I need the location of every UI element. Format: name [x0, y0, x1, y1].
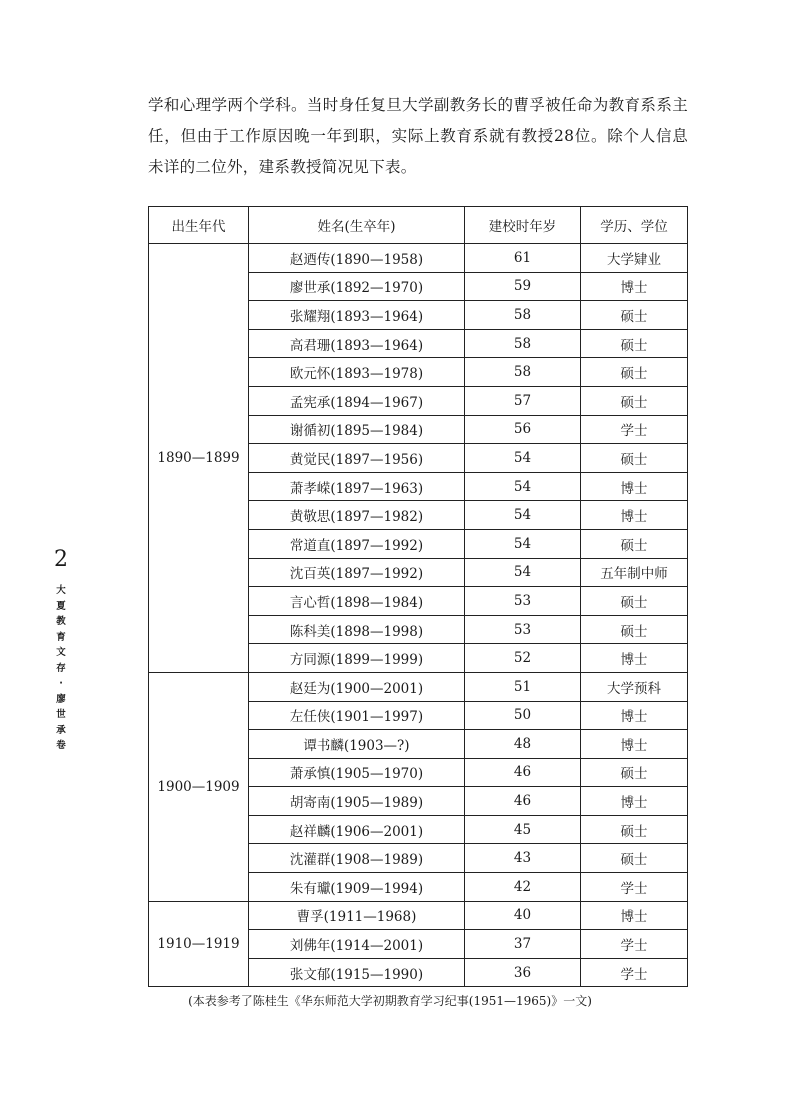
page-number: 2: [54, 547, 68, 572]
book-title-char: 大: [56, 585, 66, 596]
degree-cell: 学士: [581, 930, 688, 959]
book-title-vertical: [52, 583, 70, 754]
table-source-note: (本表参考了陈桂生《华东师范大学初期教育学习纪事(1951—1965)》一文): [188, 994, 592, 1008]
degree-cell: 硕士: [581, 386, 688, 415]
age-cell: 53: [465, 615, 581, 644]
table-body: [149, 244, 688, 987]
age-cell: 45: [465, 815, 581, 844]
name-cell: 谢循初(1895—1984): [249, 415, 465, 444]
table-row: [149, 901, 688, 930]
age-cell: 54: [465, 472, 581, 501]
degree-cell: 博士: [581, 730, 688, 759]
degree-cell: 硕士: [581, 758, 688, 787]
name-cell: 赵祥麟(1906—2001): [249, 815, 465, 844]
name-cell: 朱有瓛(1909—1994): [249, 873, 465, 902]
degree-cell: 硕士: [581, 587, 688, 616]
degree-cell: 博士: [581, 787, 688, 816]
age-cell: 48: [465, 730, 581, 759]
degree-cell: 硕士: [581, 529, 688, 558]
name-cell: 陈科美(1898—1998): [249, 615, 465, 644]
name-cell: 赵廷为(1900—2001): [249, 672, 465, 701]
book-title-char: 承: [56, 724, 66, 736]
header-birth-decade: 出生年代: [149, 207, 249, 244]
degree-cell: 硕士: [581, 444, 688, 473]
name-cell: 曹孚(1911—1968): [249, 901, 465, 930]
name-cell: 欧元怀(1893—1978): [249, 358, 465, 387]
age-cell: 46: [465, 787, 581, 816]
age-cell: 58: [465, 329, 581, 358]
degree-cell: 大学预科: [581, 672, 688, 701]
name-cell: 方同源(1899—1999): [249, 644, 465, 673]
degree-cell: 五年制中师: [581, 558, 688, 587]
header-name: 姓名(生卒年): [249, 207, 465, 244]
degree-cell: 博士: [581, 701, 688, 730]
name-cell: 黄觉民(1897—1956): [249, 444, 465, 473]
book-title-char: 文: [56, 647, 66, 658]
age-cell: 37: [465, 930, 581, 959]
book-title-char: 育: [56, 631, 66, 643]
age-cell: 40: [465, 901, 581, 930]
name-cell: 黄敬思(1897—1982): [249, 501, 465, 530]
age-cell: 51: [465, 672, 581, 701]
degree-cell: 学士: [581, 415, 688, 444]
name-cell: 言心哲(1898—1984): [249, 587, 465, 616]
birth-decade-cell: 1890—1899: [149, 244, 249, 673]
age-cell: 58: [465, 358, 581, 387]
name-cell: 谭书麟(1903—?): [249, 730, 465, 759]
birth-decade-cell: 1910—1919: [149, 901, 249, 987]
name-cell: 胡寄南(1905—1989): [249, 787, 465, 816]
book-title-char: ·: [59, 678, 63, 689]
age-cell: 54: [465, 529, 581, 558]
degree-cell: 学士: [581, 958, 688, 987]
table-row: [149, 244, 688, 273]
name-cell: 赵迺传(1890—1958): [249, 244, 465, 273]
age-cell: 57: [465, 386, 581, 415]
age-cell: 54: [465, 444, 581, 473]
age-cell: 36: [465, 958, 581, 987]
book-title-char: 卷: [56, 740, 66, 751]
degree-cell: 博士: [581, 272, 688, 301]
age-cell: 61: [465, 244, 581, 273]
book-title-char: 世: [56, 709, 66, 720]
book-title-char: 廖: [56, 693, 66, 705]
name-cell: 沈灌群(1908—1989): [249, 844, 465, 873]
book-title-char: 夏: [56, 600, 66, 612]
degree-cell: 硕士: [581, 844, 688, 873]
degree-cell: 博士: [581, 501, 688, 530]
age-cell: 53: [465, 587, 581, 616]
table-header-row: [149, 207, 688, 244]
faculty-table: [148, 206, 688, 987]
name-cell: 孟宪承(1894—1967): [249, 386, 465, 415]
age-cell: 56: [465, 415, 581, 444]
header-age: 建校时年岁: [465, 207, 581, 244]
name-cell: 张文郁(1915—1990): [249, 958, 465, 987]
name-cell: 张耀翔(1893—1964): [249, 301, 465, 330]
age-cell: 54: [465, 558, 581, 587]
book-title-char: 存: [56, 662, 66, 674]
degree-cell: 博士: [581, 472, 688, 501]
header-degree: 学历、学位: [581, 207, 688, 244]
degree-cell: 博士: [581, 644, 688, 673]
age-cell: 50: [465, 701, 581, 730]
book-title-char: 教: [56, 616, 66, 627]
age-cell: 52: [465, 644, 581, 673]
degree-cell: 大学肄业: [581, 244, 688, 273]
name-cell: 沈百英(1897—1992): [249, 558, 465, 587]
degree-cell: 硕士: [581, 615, 688, 644]
name-cell: 高君珊(1893—1964): [249, 329, 465, 358]
age-cell: 46: [465, 758, 581, 787]
name-cell: 萧承慎(1905—1970): [249, 758, 465, 787]
degree-cell: 博士: [581, 901, 688, 930]
intro-paragraph: 学和心理学两个学科。当时身任复旦大学副教务长的曹孚被任命为教育系系主任，但由于工作原因晚一年到职，实际上教育系就有教授28位。除个人信息未详的二位外，建系教授简况见下表。: [148, 96, 688, 176]
degree-cell: 硕士: [581, 815, 688, 844]
age-cell: 58: [465, 301, 581, 330]
age-cell: 42: [465, 873, 581, 902]
name-cell: 廖世承(1892—1970): [249, 272, 465, 301]
age-cell: 59: [465, 272, 581, 301]
degree-cell: 硕士: [581, 301, 688, 330]
age-cell: 54: [465, 501, 581, 530]
degree-cell: 硕士: [581, 329, 688, 358]
name-cell: 萧孝嵘(1897—1963): [249, 472, 465, 501]
name-cell: 常道直(1897—1992): [249, 529, 465, 558]
table-row: [149, 672, 688, 701]
age-cell: 43: [465, 844, 581, 873]
name-cell: 左任侠(1901—1997): [249, 701, 465, 730]
birth-decade-cell: 1900—1909: [149, 672, 249, 901]
degree-cell: 学士: [581, 873, 688, 902]
name-cell: 刘佛年(1914—2001): [249, 930, 465, 959]
degree-cell: 硕士: [581, 358, 688, 387]
